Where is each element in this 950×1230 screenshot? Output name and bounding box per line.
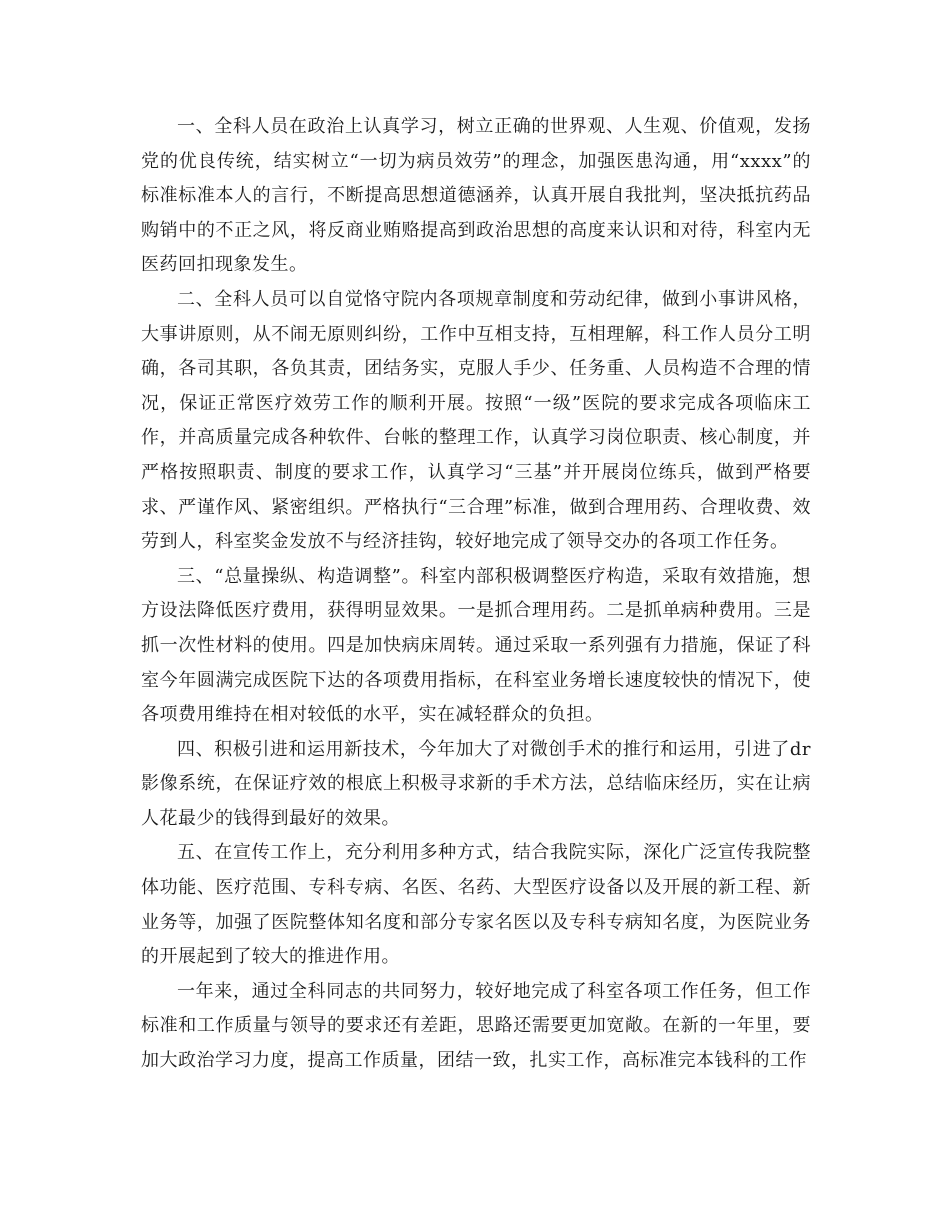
paragraph-1: 一、全科人员在政治上认真学习，树立正确的世界观、人生观、价值观，发扬党的优良传统，结实树立“一切为病员效劳”的理念，加强医患沟通，用“xxxx”的标准标准本人的言行，不断提高思想道德涵养，认真开展自我批判，坚决抵抗药品购销中的不正之风，将反商业贿赂提高到政治思想的高度来认识和对待，科室内无医药回扣现象发生。: [141, 116, 811, 276]
paragraph-4: 四、积极引进和运用新技术，今年加大了对微创手术的推行和运用，引进了dr影像系统，在保证疗效的根底上积极寻求新的手术方法，总结临床经历，实在让病人花最少的钱得到最好的效果。: [141, 738, 811, 829]
paragraph-5: 五、在宣传工作上，充分利用多种方式，结合我院实际，深化广泛宣传我院整体功能、医疗范围、专科专病、名医、名药、大型医疗设备以及开展的新工程、新业务等，加强了医院整体知名度和部分专家名医以及专科专病知名度，为医院业务的开展起到了较大的推进作用。: [141, 842, 811, 968]
document-body: [141, 110, 811, 1079]
paragraph-6: 一年来，通过全科同志的共同努力，较好地完成了科室各项工作任务，但工作标准和工作质量与领导的要求还有差距，思路还需要更加宽敞。在新的一年里，要加大政治学习力度，提高工作质量，团结一致，扎实工作，高标准完本钱科的工作: [141, 980, 811, 1072]
paragraph-3: 三、“总量操纵、构造调整”。科室内部积极调整医疗构造，采取有效措施，想方设法降低医疗费用，获得明显效果。一是抓合理用药。二是抓单病种费用。三是抓一次性材料的使用。四是加快病床周转。通过采取一系列强有力措施，保证了科室今年圆满完成医院下达的各项费用指标，在科室业务增长速度较快的情况下，使各项费用维持在相对较低的水平，实在减轻群众的负担。: [141, 565, 811, 726]
paragraph-2: 二、全科人员可以自觉恪守院内各项规章制度和劳动纪律，做到小事讲风格，大事讲原则，从不闹无原则纠纷，工作中互相支持，互相理解，科工作人员分工明确，各司其职，各负其责，团结务实，克服人手少、任务重、人员构造不合理的情况，保证正常医疗效劳工作的顺利开展。按照“一级”医院的要求完成各项临床工作，并高质量完成各种软件、台帐的整理工作，认真学习岗位职责、核心制度，并严格按照职责、制度的要求工作，认真学习“三基”并开展岗位练兵，做到严格要求、严谨作风、紧密组织。严格执行“三合理”标准，做到合理用药、合理收费、效劳到人，科室奖金发放不与经济挂钩，较好地完成了领导交办的各项工作任务。: [141, 288, 811, 553]
